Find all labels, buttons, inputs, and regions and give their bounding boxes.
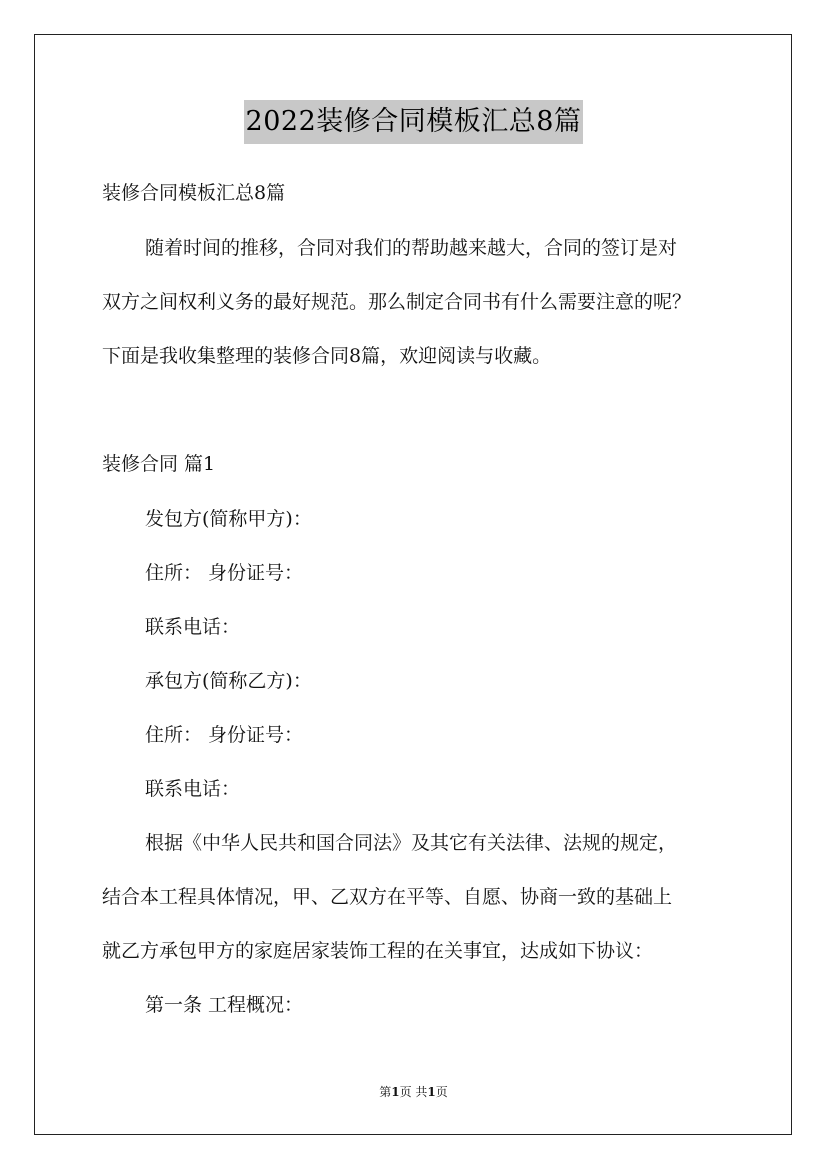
body-line-1: 根据《中华人民共和国合同法》及其它有关法律、法规的规定， (145, 832, 678, 854)
field-party-a: 发包方(简称甲方)： (145, 508, 312, 530)
field-party-b: 承包方(简称乙方)： (145, 670, 312, 692)
body-line-2: 结合本工程具体情况，甲、乙双方在平等、自愿、协商一致的基础上 (102, 886, 673, 908)
article-heading: 第一条 工程概况： (145, 994, 304, 1016)
section-heading: 装修合同 篇1 (102, 453, 216, 475)
footer-total-pages: 1 (427, 1085, 436, 1099)
footer-suffix: 页 (435, 1085, 448, 1099)
footer-prefix: 第 (379, 1085, 392, 1099)
document-subtitle: 装修合同模板汇总8篇 (102, 182, 286, 204)
field-party-b-phone: 联系电话： (145, 778, 241, 800)
intro-line-3: 下面是我收集整理的装修合同8篇，欢迎阅读与收藏。 (102, 345, 552, 367)
title-container (0, 100, 827, 144)
field-party-a-address: 住所： 身份证号： (145, 562, 304, 584)
field-party-a-phone: 联系电话： (145, 616, 241, 638)
page-footer (0, 1083, 827, 1101)
field-party-b-address: 住所： 身份证号： (145, 724, 304, 746)
intro-line-1: 随着时间的推移，合同对我们的帮助越来越大，合同的签订是对 (145, 237, 678, 259)
document-title: 2022装修合同模板汇总8篇 (244, 100, 584, 144)
intro-line-2: 双方之间权利义务的最好规范。那么制定合同书有什么需要注意的呢？ (102, 291, 692, 313)
footer-middle: 页 共 (399, 1085, 428, 1099)
footer-page-number: 1 (391, 1085, 400, 1099)
body-line-3: 就乙方承包甲方的家庭居家装饰工程的在关事宜，达成如下协议： (102, 940, 654, 962)
